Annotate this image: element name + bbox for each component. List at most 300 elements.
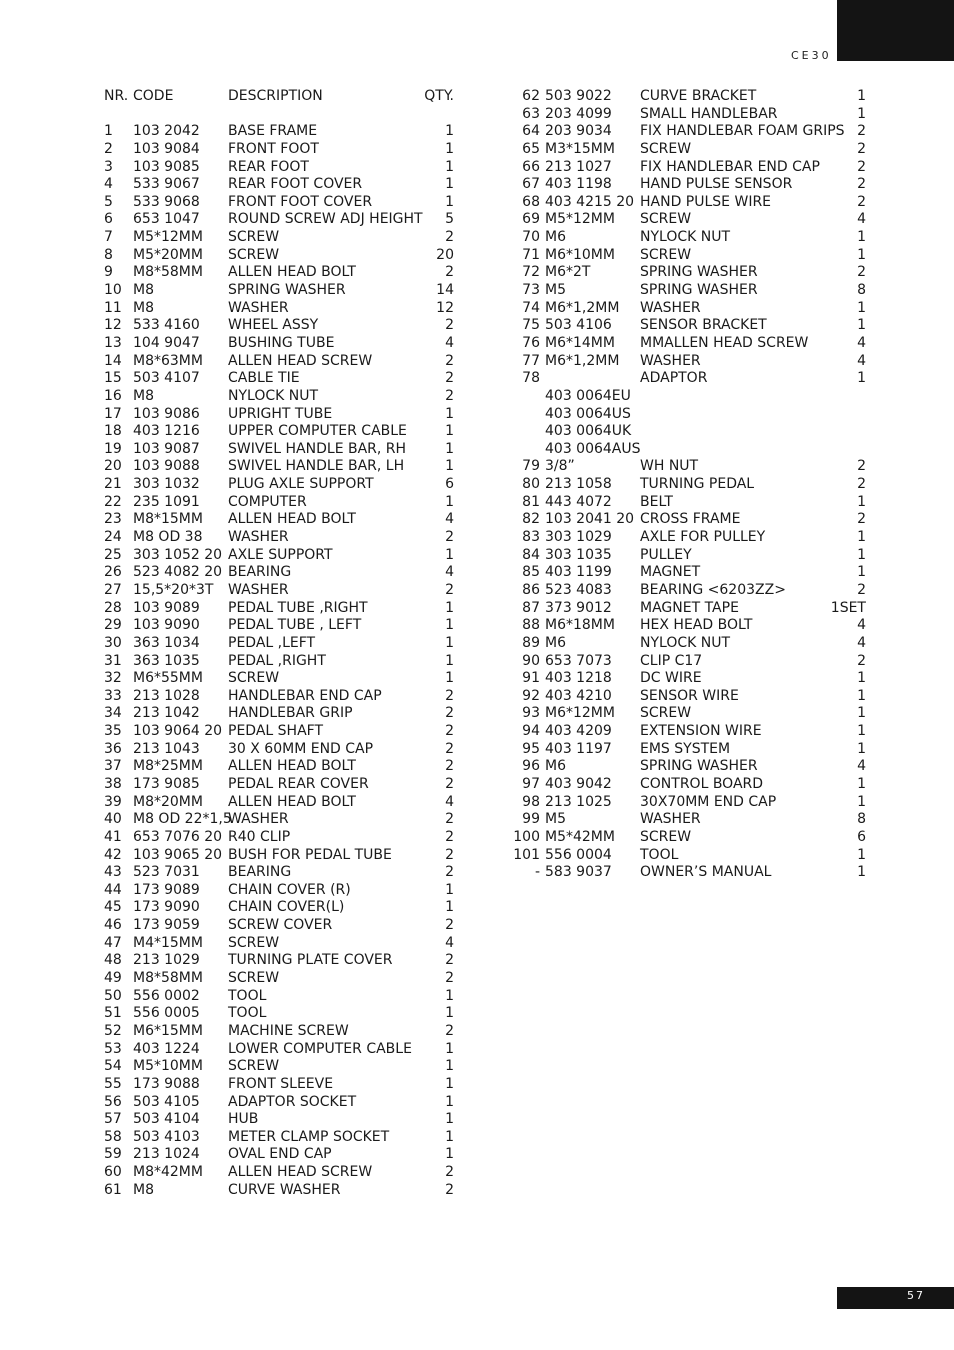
part-code: M8 [133,299,154,316]
part-number: 12 [104,317,122,334]
part-quantity: 2 [445,687,454,704]
table-row [104,617,454,635]
page-number: 57 [907,1289,925,1302]
part-number: 13 [104,334,122,351]
table-row [104,723,454,741]
table-row [104,1005,454,1023]
part-quantity: 2 [445,917,454,934]
part-quantity: 14 [436,282,454,299]
table-row [510,176,866,194]
part-number: 66 [522,158,540,175]
part-quantity: 1 [857,723,866,740]
part-code: 213 1025 [545,793,612,810]
part-code: 173 9088 [133,1075,200,1092]
part-number: 74 [522,299,540,316]
table-row [104,1182,454,1200]
part-code: M8*25MM [133,758,203,775]
part-quantity: 2 [445,723,454,740]
table-row [104,952,454,970]
part-code: 403 1197 [545,740,612,757]
part-quantity: 1 [445,405,454,422]
table-row [104,229,454,247]
part-description: SCREW [640,828,692,845]
part-description: SCREW [228,1058,280,1075]
part-description: CABLE TIE [228,370,300,387]
part-description: BEARING [228,864,292,881]
table-row [104,1076,454,1094]
part-quantity: 1 [857,846,866,863]
part-quantity: 1 [445,1075,454,1092]
part-number: 44 [104,881,122,898]
left-rows [104,123,454,1199]
part-quantity: 1 [445,1040,454,1057]
part-description: TOOL [640,846,679,863]
part-description: 30 X 60MM END CAP [228,740,374,757]
part-number: 46 [104,917,122,934]
part-number: 9 [104,264,113,281]
part-quantity: 4 [857,758,866,775]
part-number: 99 [522,811,540,828]
part-code: 403 0064UK [545,423,632,440]
part-quantity: 4 [445,934,454,951]
part-description: HAND PULSE WIRE [640,193,772,210]
part-quantity: 2 [445,352,454,369]
table-row [104,247,454,265]
part-description: SCREW [640,211,692,228]
table-row [104,511,454,529]
part-description: UPRIGHT TUBE [228,405,333,422]
part-quantity: 4 [445,511,454,528]
part-number: 63 [522,105,540,122]
table-row [104,688,454,706]
part-code: 103 9088 [133,458,200,475]
part-quantity: 2 [445,705,454,722]
part-quantity: 1 [445,1128,454,1145]
table-row [104,353,454,371]
part-code: 103 9065 20 [133,846,223,863]
table-row [104,988,454,1006]
part-code: M8*20MM [133,793,203,810]
part-number: 94 [522,723,540,740]
part-description: ALLEN HEAD SCREW [228,352,373,369]
part-description: SPRING WASHER [640,758,758,775]
part-quantity: 1 [445,634,454,651]
part-description: ALLEN HEAD BOLT [228,264,356,281]
part-description: SCREW [228,670,280,687]
part-quantity: 1 [857,775,866,792]
part-quantity: 4 [857,334,866,351]
part-description: SENSOR WIRE [640,687,739,704]
part-description: CURVE WASHER [228,1181,341,1198]
table-row [510,776,866,794]
part-number: 71 [522,246,540,263]
part-code: 503 4104 [133,1111,200,1128]
table-row [104,211,454,229]
part-code: 403 0064AUS [545,440,641,457]
table-row [104,847,454,865]
part-number: 95 [522,740,540,757]
part-quantity: 1 [445,652,454,669]
table-row [510,511,866,529]
part-code: M6*15MM [133,1022,203,1039]
part-quantity: 4 [445,334,454,351]
part-code: 503 4106 [545,317,612,334]
part-code: 103 2042 [133,123,200,140]
part-code: M5 [545,282,566,299]
table-row [510,794,866,812]
part-quantity: 1 [445,440,454,457]
parts-table-right [510,88,866,882]
table-row [104,758,454,776]
table-row [104,829,454,847]
part-quantity: 1 [857,564,866,581]
table-row [510,247,866,265]
part-quantity: 2 [445,740,454,757]
table-row [510,317,866,335]
part-code: 403 4209 [545,723,612,740]
part-number: 80 [522,476,540,493]
part-description: WH NUT [640,458,699,475]
header-black-tab [837,0,954,61]
part-quantity: 1 [857,229,866,246]
part-quantity: 2 [857,158,866,175]
part-number: 68 [522,193,540,210]
part-code: M6*2T [545,264,591,281]
part-number: 43 [104,864,122,881]
part-code: 403 1216 [133,423,200,440]
part-number: 53 [104,1040,122,1057]
part-code: 303 1032 [133,476,200,493]
table-row [104,458,454,476]
table-row [510,159,866,177]
part-description: PULLEY [640,546,692,563]
part-quantity: 2 [445,1164,454,1181]
part-code: 103 9084 [133,140,200,157]
part-number: 24 [104,529,122,546]
part-quantity: 2 [445,1022,454,1039]
part-number: 73 [522,282,540,299]
table-row [104,494,454,512]
part-number: - [534,864,540,881]
part-number: 81 [522,493,540,510]
table-row [510,106,866,124]
table-row [104,776,454,794]
part-number: 38 [104,775,122,792]
part-quantity: 2 [857,652,866,669]
part-description: NYLOCK NUT [640,634,731,651]
part-quantity: 1 [857,317,866,334]
table-row [510,547,866,565]
part-description: FRONT SLEEVE [228,1075,334,1092]
table-row [104,159,454,177]
part-quantity: 1 [445,423,454,440]
part-code: M8 OD 38 [133,529,203,546]
part-code: 213 1028 [133,687,200,704]
part-code: 583 9037 [545,864,612,881]
part-number: 70 [522,229,540,246]
part-quantity: 1 [445,176,454,193]
part-description: COMPUTER [228,493,307,510]
part-number: 15 [104,370,122,387]
part-number: 48 [104,952,122,969]
part-code: M6 [545,758,566,775]
part-number: 55 [104,1075,122,1092]
table-row [510,229,866,247]
table-row [104,335,454,353]
part-quantity: 1 [445,987,454,1004]
part-code: 403 4215 20 [545,193,635,210]
table-row [104,917,454,935]
part-quantity: 2 [445,811,454,828]
part-number: 101 [513,846,540,863]
part-code: 653 7073 [545,652,612,669]
part-number: 96 [522,758,540,775]
part-number: 57 [104,1111,122,1128]
table-row [104,123,454,141]
part-quantity: 1 [445,1005,454,1022]
table-row [510,811,866,829]
table-row [510,635,866,653]
part-quantity: 1 [445,546,454,563]
part-description: SENSOR BRACKET [640,317,767,334]
part-number: 14 [104,352,122,369]
part-number: 3 [104,158,113,175]
part-code: 173 9059 [133,917,200,934]
part-quantity: 1 [445,599,454,616]
part-quantity: 4 [857,211,866,228]
table-row [510,864,866,882]
part-code: 15,5*20*3T [133,581,214,598]
table-row [104,176,454,194]
part-number: 65 [522,140,540,157]
part-code: 403 9042 [545,775,612,792]
part-quantity: 2 [857,511,866,528]
part-description: PEDAL ,LEFT [228,634,316,651]
part-number: 92 [522,687,540,704]
part-code: M8 [133,1181,154,1198]
table-row [510,458,866,476]
table-row [104,476,454,494]
part-quantity: 2 [857,458,866,475]
part-number: 98 [522,793,540,810]
part-code: M6*1,2MM [545,352,620,369]
part-quantity: 1 [857,299,866,316]
part-number: 52 [104,1022,122,1039]
table-row [104,582,454,600]
part-code: 556 0002 [133,987,200,1004]
part-description: NYLOCK NUT [228,387,319,404]
part-quantity: 1SET [830,599,866,616]
part-quantity: 2 [445,529,454,546]
part-code: 533 4160 [133,317,200,334]
part-quantity: 1 [857,670,866,687]
part-code: M8 OD 22*1,5 [133,811,232,828]
part-description: SCREW [228,970,280,987]
table-row [104,811,454,829]
part-number: 42 [104,846,122,863]
part-code: 503 4103 [133,1128,200,1145]
table-row [104,1023,454,1041]
part-description: AXLE SUPPORT [228,546,333,563]
part-description: SCREW [640,140,692,157]
part-number: 62 [522,88,540,104]
part-quantity: 2 [445,1181,454,1198]
part-description: BUSHING TUBE [228,334,335,351]
part-description: OVAL END CAP [228,1146,332,1163]
parts-table-left [104,88,454,1199]
part-code: M8*63MM [133,352,203,369]
table-row [510,441,866,459]
part-description: REAR FOOT COVER [228,176,363,193]
part-number: 91 [522,670,540,687]
part-code: 403 0064EU [545,387,631,404]
part-quantity: 1 [857,105,866,122]
part-code: 173 9085 [133,775,200,792]
table-row [510,476,866,494]
part-description: SPRING WASHER [640,282,758,299]
part-quantity: 2 [445,828,454,845]
part-code: 203 4099 [545,105,612,122]
part-number: 37 [104,758,122,775]
table-row [104,970,454,988]
part-number: 31 [104,652,122,669]
part-number: 61 [104,1181,122,1198]
table-row [104,441,454,459]
part-description: PEDAL REAR COVER [228,775,369,792]
part-number: 47 [104,934,122,951]
part-description: ALLEN HEAD SCREW [228,1164,373,1181]
table-row [510,600,866,618]
part-code: 103 9087 [133,440,200,457]
part-number: 21 [104,476,122,493]
table-row [104,1129,454,1147]
part-description: ADAPTOR [640,370,708,387]
table-row [510,423,866,441]
part-quantity: 4 [445,793,454,810]
part-code: 503 4105 [133,1093,200,1110]
part-quantity: 1 [445,123,454,140]
table-row [510,582,866,600]
part-description: HANDLEBAR GRIP [228,705,353,722]
part-description: SWIVEL HANDLE BAR, LH [228,458,405,475]
part-quantity: 1 [857,493,866,510]
part-number: 45 [104,899,122,916]
table-row [510,529,866,547]
part-description: WASHER [640,352,701,369]
part-description: WASHER [640,299,701,316]
part-description: PLUG AXLE SUPPORT [228,476,374,493]
part-quantity: 5 [445,211,454,228]
part-number: 93 [522,705,540,722]
table-row [104,741,454,759]
table-row [510,388,866,406]
part-number: 19 [104,440,122,457]
part-number: 4 [104,176,113,193]
table-row [510,406,866,424]
part-quantity: 20 [436,246,454,263]
part-code: 104 9047 [133,334,200,351]
table-row [510,847,866,865]
part-number: 84 [522,546,540,563]
part-code: 213 1027 [545,158,612,175]
part-quantity: 2 [857,123,866,140]
part-description: SCREW [228,229,280,246]
table-row [104,864,454,882]
part-description: HUB [228,1111,259,1128]
header-nr: NR. [104,88,129,104]
right-rows [510,88,866,882]
part-code: 103 2041 20 [545,511,635,528]
part-code: 173 9089 [133,881,200,898]
part-number: 27 [104,581,122,598]
part-quantity: 4 [857,634,866,651]
table-row [104,1146,454,1164]
part-number: 40 [104,811,122,828]
part-quantity: 2 [445,952,454,969]
part-number: 11 [104,299,122,316]
part-code: M8*58MM [133,264,203,281]
part-number: 34 [104,705,122,722]
part-number: 51 [104,1005,122,1022]
part-number: 83 [522,529,540,546]
table-row [104,529,454,547]
part-description: HEX HEAD BOLT [640,617,753,634]
table-row [104,388,454,406]
part-description: ADAPTOR SOCKET [228,1093,357,1110]
table-row [104,370,454,388]
part-number: 72 [522,264,540,281]
part-number: 16 [104,387,122,404]
part-description: CURVE BRACKET [640,88,757,104]
part-number: 35 [104,723,122,740]
part-number: 7 [104,229,113,246]
part-code: M6*55MM [133,670,203,687]
model-code: CE30 [791,49,832,62]
part-description: WASHER [228,811,289,828]
part-code: M5*10MM [133,1058,203,1075]
part-description: BUSH FOR PEDAL TUBE [228,846,392,863]
table-row [510,141,866,159]
part-quantity: 1 [445,1058,454,1075]
part-number: 100 [513,828,540,845]
part-description: SPRING WASHER [228,282,346,299]
table-row [510,370,866,388]
part-quantity: 2 [857,581,866,598]
part-quantity: 2 [445,264,454,281]
part-description: HAND PULSE SENSOR [640,176,793,193]
part-code: M5*42MM [545,828,615,845]
part-code: M5*20MM [133,246,203,263]
part-quantity: 1 [857,740,866,757]
part-quantity: 2 [857,193,866,210]
part-description: OWNER’S MANUAL [640,864,772,881]
table-row [104,423,454,441]
part-code: 303 1052 20 [133,546,223,563]
part-code: 403 4210 [545,687,612,704]
part-quantity: 2 [445,846,454,863]
part-code: 403 0064US [545,405,631,422]
table-row [104,264,454,282]
part-number: 87 [522,599,540,616]
part-description: LOWER COMPUTER CABLE [228,1040,412,1057]
part-code: 403 1224 [133,1040,200,1057]
part-code: M4*15MM [133,934,203,951]
part-quantity: 4 [857,352,866,369]
table-row [510,705,866,723]
table-row [104,635,454,653]
part-code: 103 9089 [133,599,200,616]
part-code: M8*42MM [133,1164,203,1181]
